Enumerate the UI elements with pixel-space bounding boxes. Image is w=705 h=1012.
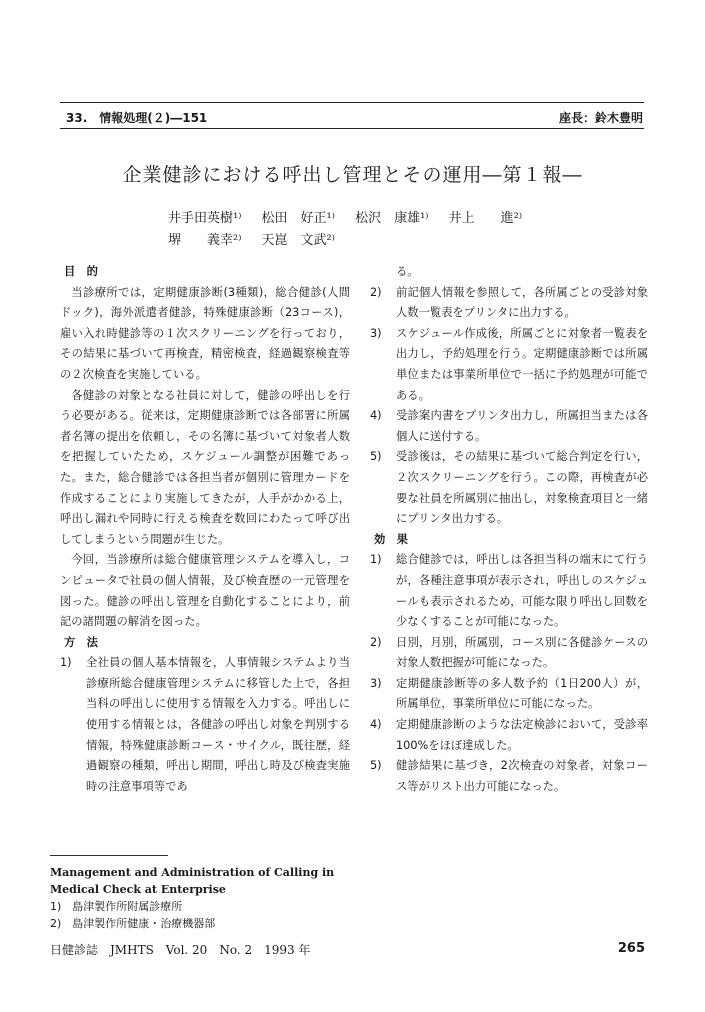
affiliation: 1) 島津製作所附属診療所 <box>50 900 183 913</box>
item-number: 5) <box>370 450 382 464</box>
left-column <box>60 262 350 797</box>
effect-item <box>370 674 648 715</box>
journal-citation: 日健診誌 JMHTS Vol. 20 No. 2 1993 年 <box>50 943 311 957</box>
item-number: 3) <box>370 676 382 690</box>
item-text: 日別，月別，所属別，コース別に各健診ケースの対象人数把握が可能になった。 <box>396 635 648 670</box>
author-name: 松沢 康雄¹⁾ <box>355 211 429 226</box>
method-item <box>370 447 648 529</box>
chair-label: 座長：鈴木豊明 <box>558 111 643 125</box>
item-text: 定期健康診断のような法定検診において，受診率100%をほぼ達成した。 <box>396 718 648 752</box>
effect-item <box>370 715 648 756</box>
affiliation: 2) 島津製作所健康・治療機器部 <box>50 917 216 930</box>
author-name: 松田 好正¹⁾ <box>261 211 335 226</box>
item-text: 総合健診では，呼出しは各担当科の端末にて行うが，各種注意事項が表示され，呼出しのスケジュールも表示されるため，可能な限り呼出し回数を少なくすることが可能になった。 <box>396 553 648 629</box>
item-number: 5) <box>370 759 382 773</box>
item-text: 定期健康診断等の多人数予約（1日200人）が，所属単位，事業所単位に可能になった。 <box>396 676 648 711</box>
item-text: 健診結果に基づき，2次検査の対象者，対象コース等がリスト出力可能になった。 <box>396 759 648 793</box>
header-bottom-rule <box>60 128 644 129</box>
item-text: 全社員の個人基本情報を，人事情報システムより当診療所総合健康管理システムに移管した上で，各担当科の呼出しに使用する情報を入力する。呼出しに使用する情報とは，各健診の呼出し対象を判別する情報，特殊健康診断コース・サイクル，既往歴，経過観察の種類，呼出し期間，呼出し時及び検査実施時の注意事項等であ <box>86 656 350 793</box>
author-name: 井手田英樹¹⁾ <box>168 211 242 226</box>
effect-item <box>370 756 648 797</box>
english-title: Management and Administration of Calling in Medical Check at Enterprise <box>50 866 335 896</box>
paragraph: 今回，当診療所は総合健康管理システムを導入し，コンピュータで社員の個人情報，及び検査歴の一元管理を図った。健診の呼出し管理を自動化することにより，前記の諸問題の解消を図った。 <box>60 553 350 629</box>
item-number: 3) <box>370 326 382 340</box>
paragraph: 当診療所では，定期健康診断(3種類)，総合健診(人間ドック)，海外派遣者健診，特殊健康診断（23コース)，雇い入れ時健診等の１次スクリーニングを行っており，その結果に基づいて再検査，精密検査，経過観察検査等の２次検査を実施している。 <box>60 285 350 381</box>
session-label: 33. 情報処理(２)―151 <box>66 111 208 125</box>
paper-title: 企業健診における呼出し管理とその運用―第１報― <box>122 164 583 186</box>
section-heading-effect: 効 果 <box>374 532 408 546</box>
effect-item <box>370 550 648 632</box>
author-name: 井上 進²⁾ <box>448 211 523 226</box>
effect-item <box>370 633 648 674</box>
paragraph: 各健診の対象となる社員に対して，健診の呼出しを行う必要がある。従来は，定期健康診断では各部署に所属者名簿の提出を依頼し，その名簿に基づいて対象者人数を把握していたため，スケジュール調整が困難であった。また，総合健診では各担当者が個別に管理カードを作成することにより実施してきたが，人手がかかる上，呼出し漏れや同時に行える検査を数回にわたって呼び出してしまうという問題が生じた。 <box>60 388 350 546</box>
section-heading-method: 方 法 <box>64 635 98 649</box>
method-item <box>60 653 350 797</box>
item-number: 1) <box>60 656 72 670</box>
author-list <box>168 208 538 252</box>
item-number: 4) <box>370 409 382 423</box>
item-number: 1) <box>370 553 382 567</box>
author-name: 堺 義幸²⁾ <box>168 233 242 248</box>
section-heading-purpose: 目 的 <box>64 265 98 278</box>
item-text: 前記個人情報を参照して，各所属ごとの受診対象人数一覧表をプリンタに出力する。 <box>396 285 648 320</box>
method-item <box>370 406 648 447</box>
method-item <box>370 283 648 324</box>
item-number: 2) <box>370 635 382 649</box>
author-row-1 <box>168 208 538 230</box>
item-text: 受診後は，その結果に基づいて総合判定を行い，２次スクリーニングを行う。この際，再検査が必要な社員を所属別に抽出し，対象検査項目と一緒にプリンタ出力する。 <box>396 450 648 526</box>
item-text: スケジュール作成後，所属ごとに対象者一覧表を出力し，予約処理を行う。定期健康診断では所属単位または事業所単位で一括に予約処理が可能である。 <box>396 326 648 402</box>
footnote-rule <box>50 855 168 856</box>
footnote <box>50 864 340 932</box>
page-number: 265 <box>617 941 645 956</box>
author-row-2 <box>168 230 538 252</box>
item-text: る。 <box>396 265 419 278</box>
item-number: 4) <box>370 718 382 732</box>
method-item <box>370 324 648 406</box>
method-item-continuation <box>370 262 648 283</box>
right-column <box>370 262 648 797</box>
item-number: 2) <box>370 285 382 299</box>
header-top-rule <box>60 102 644 103</box>
author-name: 天崑 文武²⁾ <box>261 233 335 248</box>
item-text: 受診案内書をプリンタ出力し，所属担当または各個人に送付する。 <box>396 409 648 443</box>
